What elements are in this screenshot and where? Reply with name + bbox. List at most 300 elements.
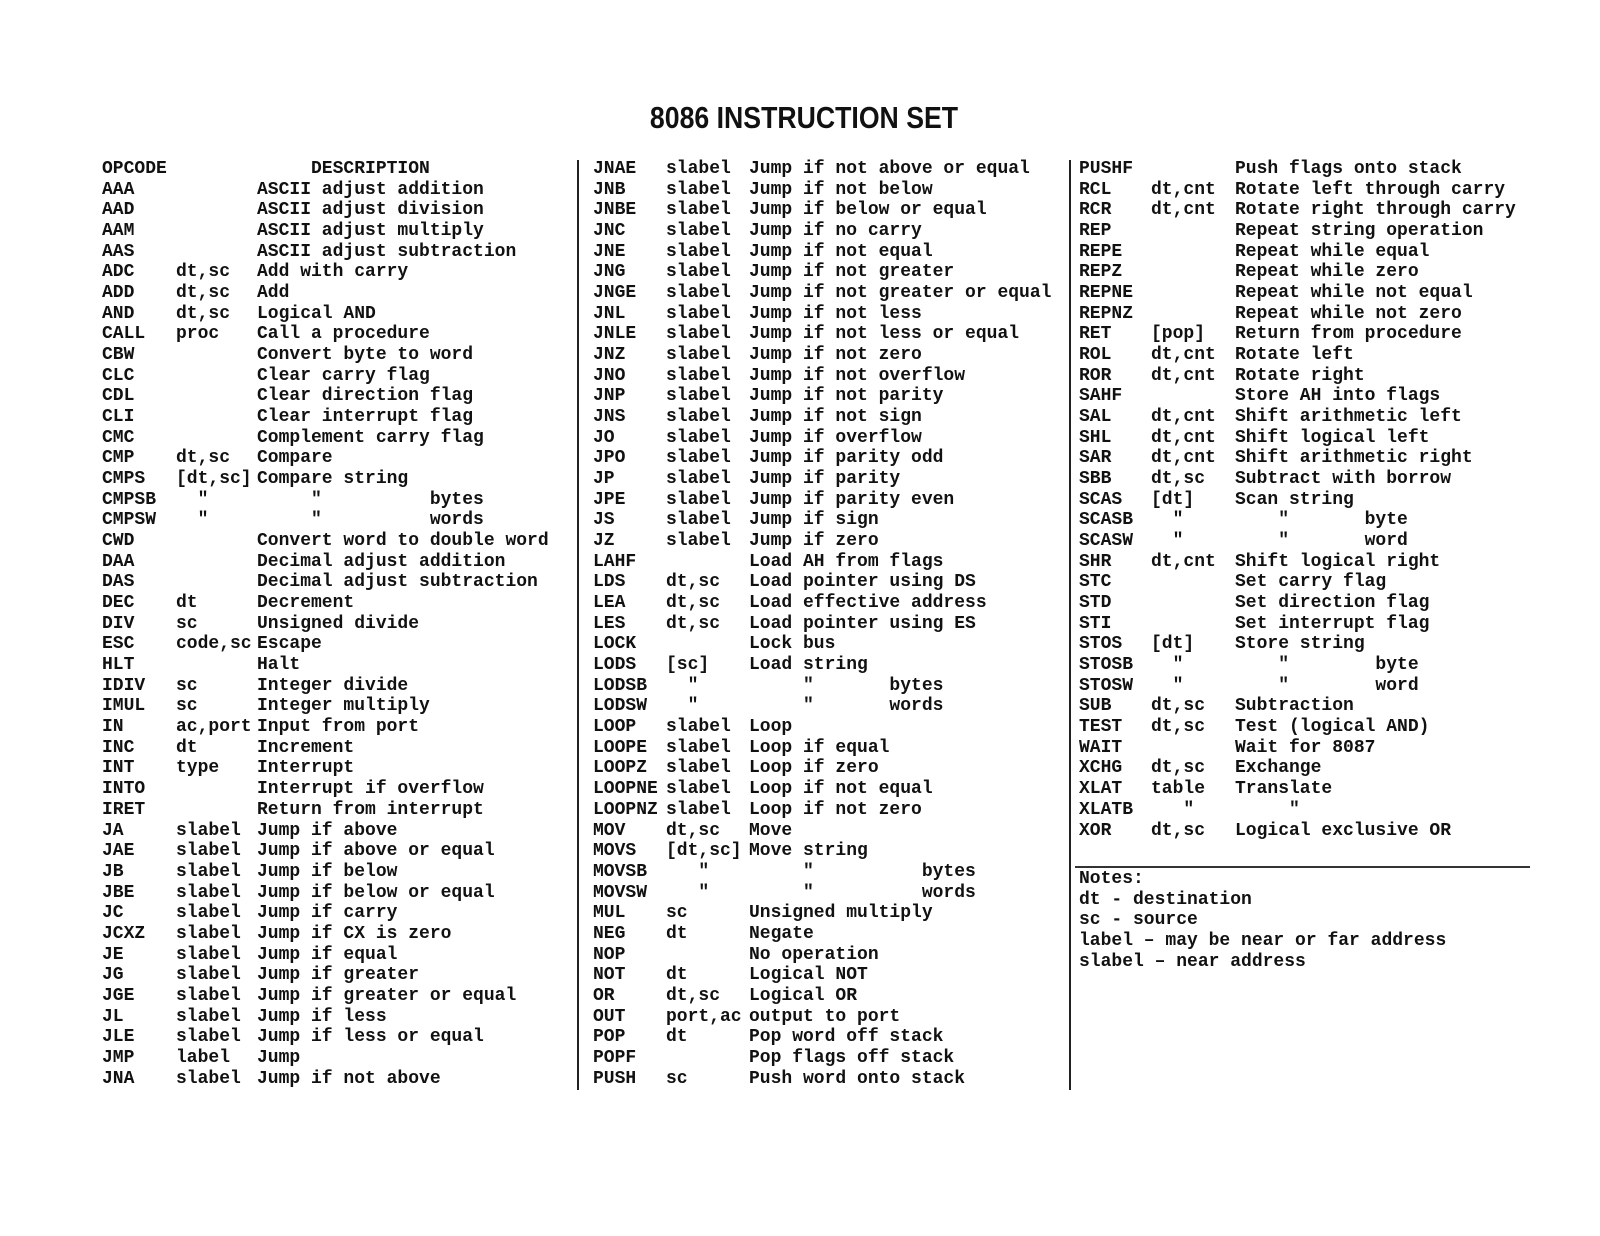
operands: slabel <box>666 200 731 221</box>
description: Input from port <box>257 717 420 738</box>
operands: slabel <box>176 820 241 841</box>
opcode: NOP <box>593 944 626 965</box>
opcode: LOOP <box>593 717 637 738</box>
description: Integer divide <box>257 675 409 696</box>
opcode: JNS <box>593 407 626 428</box>
opcode: XCHG <box>1079 758 1123 779</box>
opcode: LODSW <box>593 696 648 717</box>
opcode: IN <box>102 717 124 738</box>
description: DESCRIPTION <box>257 159 430 179</box>
operands: slabel <box>666 221 731 242</box>
opcode: MOV <box>593 820 626 841</box>
operands: slabel <box>666 283 731 304</box>
description: Jump if not parity <box>749 386 944 407</box>
operands: slabel <box>666 407 731 428</box>
opcode: JNL <box>593 303 626 324</box>
description: Repeat while not equal <box>1235 283 1473 304</box>
opcode: CMPS <box>102 469 146 490</box>
description: Repeat while zero <box>1235 262 1419 283</box>
description: Interrupt if overflow <box>257 779 484 800</box>
opcode: JLE <box>102 1027 135 1048</box>
description: Shift arithmetic right <box>1235 448 1473 469</box>
description: Unsigned multiply <box>749 903 933 924</box>
operands: slabel <box>666 489 731 510</box>
opcode: JZ <box>593 531 615 552</box>
operands: port,ac <box>666 1006 742 1027</box>
opcode: ADC <box>102 262 135 283</box>
description: Loop if equal <box>749 737 890 758</box>
operands: slabel <box>666 469 731 490</box>
description: Jump if no carry <box>749 221 922 242</box>
operands: dt,cnt <box>1151 448 1216 469</box>
operands: [dt,sc] <box>176 469 252 490</box>
operands: " <box>666 882 710 903</box>
operands: sc <box>666 903 688 924</box>
note-item: dt - destination <box>1079 889 1252 910</box>
description: Loop if zero <box>749 758 879 779</box>
opcode: LOOPE <box>593 737 648 758</box>
operands: slabel <box>176 882 241 903</box>
opcode: SBB <box>1079 469 1112 490</box>
description: Clear carry flag <box>257 365 430 386</box>
operands: " <box>666 696 699 717</box>
opcode: RCL <box>1079 179 1112 200</box>
opcode: SCASW <box>1079 531 1134 552</box>
opcode: CALL <box>102 324 146 345</box>
opcode: PUSH <box>593 1068 637 1089</box>
operands: label <box>176 1047 231 1068</box>
operands: dt <box>176 593 198 614</box>
opcode: ROR <box>1079 365 1112 386</box>
operands: dt,sc <box>666 613 721 634</box>
opcode: MUL <box>593 903 626 924</box>
opcode: INTO <box>102 779 146 800</box>
description: Store string <box>1235 634 1365 655</box>
description: Move string <box>749 841 868 862</box>
opcode: JGE <box>102 985 135 1006</box>
opcode: JA <box>102 820 124 841</box>
opcode: CMP <box>102 448 135 469</box>
opcode: SUB <box>1079 696 1112 717</box>
operands: slabel <box>666 799 731 820</box>
opcode: SHL <box>1079 427 1112 448</box>
operands: [pop] <box>1151 324 1206 345</box>
opcode: JO <box>593 427 615 448</box>
description: " word <box>1235 675 1419 696</box>
operands: dt,sc <box>1151 717 1206 738</box>
operands: " <box>176 489 209 510</box>
operands: dt,sc <box>1151 758 1206 779</box>
opcode: REPNE <box>1079 283 1134 304</box>
description: Subtraction <box>1235 696 1354 717</box>
description: Add <box>257 283 290 304</box>
opcode: AAS <box>102 241 135 262</box>
description: Halt <box>257 655 301 676</box>
description: Exchange <box>1235 758 1322 779</box>
description: Jump if equal <box>257 944 398 965</box>
opcode: XLATB <box>1079 799 1134 820</box>
opcode: JNBE <box>593 200 637 221</box>
operands: " <box>1151 655 1184 676</box>
opcode: PUSHF <box>1079 159 1134 179</box>
description: Shift logical right <box>1235 551 1441 572</box>
opcode: JNB <box>593 179 626 200</box>
opcode: NOT <box>593 965 626 986</box>
description: Translate <box>1235 779 1333 800</box>
opcode: TEST <box>1079 717 1123 738</box>
operands: [sc] <box>666 655 710 676</box>
description: " bytes <box>257 489 484 510</box>
description: Rotate right <box>1235 365 1365 386</box>
description: Set carry flag <box>1235 572 1387 593</box>
description: Jump if not above <box>257 1068 441 1089</box>
operands: slabel <box>666 365 731 386</box>
opcode: LES <box>593 613 626 634</box>
operands: dt,cnt <box>1151 200 1216 221</box>
description: Test (logical AND) <box>1235 717 1430 738</box>
description: ASCII adjust subtraction <box>257 241 517 262</box>
opcode: LOOPZ <box>593 758 648 779</box>
operands: slabel <box>666 448 731 469</box>
description: Jump if below or equal <box>749 200 987 221</box>
description: Jump if parity odd <box>749 448 944 469</box>
description: Jump if above or equal <box>257 841 495 862</box>
description: " bytes <box>749 861 976 882</box>
description: Load pointer using ES <box>749 613 976 634</box>
opcode: POP <box>593 1027 626 1048</box>
description: Logical exclusive OR <box>1235 820 1452 841</box>
operands: dt,sc <box>176 262 231 283</box>
note-item: slabel – near address <box>1079 951 1306 972</box>
description: Pop flags off stack <box>749 1047 955 1068</box>
description: Logical NOT <box>749 965 868 986</box>
description: Shift arithmetic left <box>1235 407 1462 428</box>
description: " byte <box>1235 655 1419 676</box>
opcode: JCXZ <box>102 923 146 944</box>
description: Decrement <box>257 593 355 614</box>
operands: slabel <box>666 159 731 179</box>
operands: slabel <box>666 303 731 324</box>
note-item: label – may be near or far address <box>1079 931 1447 952</box>
opcode: JL <box>102 1006 124 1027</box>
operands: slabel <box>666 241 731 262</box>
page-title: 8086 INSTRUCTION SET <box>649 100 959 135</box>
description: Decimal adjust addition <box>257 551 506 572</box>
description: Decimal adjust subtraction <box>257 572 538 593</box>
operands: slabel <box>666 427 731 448</box>
opcode: LODS <box>593 655 637 676</box>
opcode: STOSB <box>1079 655 1134 676</box>
description: Logical OR <box>749 985 858 1006</box>
operands: dt <box>666 965 688 986</box>
description: " words <box>749 882 976 903</box>
operands: slabel <box>666 758 731 779</box>
opcode: DIV <box>102 613 135 634</box>
description: Pop word off stack <box>749 1027 944 1048</box>
description: ASCII adjust division <box>257 200 484 221</box>
opcode: CMPSW <box>102 510 157 531</box>
opcode: JNGE <box>593 283 637 304</box>
description: Jump if not less or equal <box>749 324 1020 345</box>
operands: slabel <box>176 1027 241 1048</box>
description: Return from interrupt <box>257 799 484 820</box>
opcode: ADD <box>102 283 135 304</box>
opcode: OR <box>593 985 615 1006</box>
description: Convert byte to word <box>257 345 474 366</box>
description: Set direction flag <box>1235 593 1430 614</box>
opcode: JNA <box>102 1068 135 1089</box>
operands: dt <box>666 923 688 944</box>
operands: type <box>176 758 220 779</box>
description: Repeat while equal <box>1235 241 1430 262</box>
description: Return from procedure <box>1235 324 1462 345</box>
operands: sc <box>176 696 198 717</box>
description: Jump if greater <box>257 965 420 986</box>
description: Jump if not greater <box>749 262 955 283</box>
operands: slabel <box>666 531 731 552</box>
description: Jump if not zero <box>749 345 922 366</box>
operands: dt,cnt <box>1151 407 1216 428</box>
operands: " <box>176 510 209 531</box>
operands: dt,sc <box>176 303 231 324</box>
opcode: JNZ <box>593 345 626 366</box>
description: Wait for 8087 <box>1235 737 1376 758</box>
description: Rotate right through carry <box>1235 200 1516 221</box>
operands: slabel <box>176 903 241 924</box>
description: ASCII adjust addition <box>257 179 484 200</box>
opcode: JNC <box>593 221 626 242</box>
description: Lock bus <box>749 634 836 655</box>
description: Jump if parity even <box>749 489 955 510</box>
opcode: STC <box>1079 572 1112 593</box>
opcode: SCAS <box>1079 489 1123 510</box>
operands: slabel <box>176 861 241 882</box>
description: Rotate left through carry <box>1235 179 1506 200</box>
operands: sc <box>176 675 198 696</box>
description: Load string <box>749 655 868 676</box>
notes-section <box>1079 869 1446 972</box>
opcode: WAIT <box>1079 737 1123 758</box>
description: Escape <box>257 634 322 655</box>
opcode: REPZ <box>1079 262 1123 283</box>
operands: dt,cnt <box>1151 551 1216 572</box>
description: Repeat while not zero <box>1235 303 1462 324</box>
opcode: CBW <box>102 345 135 366</box>
operands: slabel <box>176 944 241 965</box>
description: Rotate left <box>1235 345 1354 366</box>
description: Jump if less or equal <box>257 1027 484 1048</box>
operands: dt,sc <box>1151 696 1206 717</box>
description: Set interrupt flag <box>1235 613 1430 634</box>
description: output to port <box>749 1006 901 1027</box>
opcode: REPNZ <box>1079 303 1134 324</box>
operands: slabel <box>176 1068 241 1089</box>
description: Interrupt <box>257 758 355 779</box>
opcode: ROL <box>1079 345 1112 366</box>
operands: table <box>1151 779 1206 800</box>
opcode: JG <box>102 965 124 986</box>
opcode: SAR <box>1079 448 1112 469</box>
opcode: HLT <box>102 655 135 676</box>
operands: dt,sc <box>666 593 721 614</box>
operands: dt,cnt <box>1151 365 1216 386</box>
operands: slabel <box>666 737 731 758</box>
opcode: ESC <box>102 634 135 655</box>
description: Logical AND <box>257 303 376 324</box>
operands: " <box>666 675 699 696</box>
opcode: JE <box>102 944 124 965</box>
operands: dt,sc <box>1151 820 1206 841</box>
opcode: OUT <box>593 1006 626 1027</box>
description: Subtract with borrow <box>1235 469 1452 490</box>
description: Jump if not below <box>749 179 933 200</box>
description: Shift logical left <box>1235 427 1430 448</box>
description: Integer multiply <box>257 696 430 717</box>
operands: slabel <box>666 386 731 407</box>
description: Call a procedure <box>257 324 430 345</box>
description: Jump if below or equal <box>257 882 495 903</box>
opcode: CMPSB <box>102 489 157 510</box>
description: Scan string <box>1235 489 1354 510</box>
note-item: sc - source <box>1079 910 1198 931</box>
description: Jump <box>257 1047 301 1068</box>
description: Clear direction flag <box>257 386 474 407</box>
opcode: CDL <box>102 386 135 407</box>
opcode: JNP <box>593 386 626 407</box>
operands: dt,sc <box>666 572 721 593</box>
opcode: STOSW <box>1079 675 1134 696</box>
operands: slabel <box>176 1006 241 1027</box>
operands: proc <box>176 324 220 345</box>
opcode: RCR <box>1079 200 1112 221</box>
description: " byte <box>1235 510 1408 531</box>
description: Complement carry flag <box>257 427 484 448</box>
opcode: REP <box>1079 221 1112 242</box>
notes-divider <box>1075 866 1530 868</box>
description: Push flags onto stack <box>1235 159 1462 179</box>
operands: " <box>1151 531 1184 552</box>
description: Repeat string operation <box>1235 221 1484 242</box>
operands: slabel <box>176 923 241 944</box>
operands: dt,sc <box>176 448 231 469</box>
opcode: CLI <box>102 407 135 428</box>
opcode: INT <box>102 758 135 779</box>
opcode: CWD <box>102 531 135 552</box>
operands: " <box>1151 510 1184 531</box>
opcode: LOCK <box>593 634 637 655</box>
description: " words <box>257 510 484 531</box>
opcode: DAS <box>102 572 135 593</box>
opcode: LOOPNE <box>593 779 658 800</box>
opcode: JNO <box>593 365 626 386</box>
opcode: CMC <box>102 427 135 448</box>
operands: slabel <box>176 965 241 986</box>
operands: " <box>1151 799 1195 820</box>
description: Loop if not equal <box>749 779 933 800</box>
opcode: SHR <box>1079 551 1112 572</box>
operands: slabel <box>666 262 731 283</box>
operands: dt,cnt <box>1151 179 1216 200</box>
description: " <box>1235 799 1300 820</box>
opcode: CLC <box>102 365 135 386</box>
opcode: MOVSB <box>593 861 648 882</box>
description: Jump if not sign <box>749 407 922 428</box>
opcode: LOOPNZ <box>593 799 658 820</box>
description: Jump if not overflow <box>749 365 966 386</box>
opcode: IMUL <box>102 696 146 717</box>
opcode: IDIV <box>102 675 146 696</box>
operands: sc <box>176 613 198 634</box>
description: Jump if not equal <box>749 241 933 262</box>
opcode: STOS <box>1079 634 1123 655</box>
opcode: OPCODE <box>102 159 167 179</box>
description: Jump if not above or equal <box>749 159 1030 179</box>
description: Compare string <box>257 469 409 490</box>
description: Add with carry <box>257 262 409 283</box>
opcode: JC <box>102 903 124 924</box>
description: Jump if not greater or equal <box>749 283 1052 304</box>
operands: slabel <box>176 841 241 862</box>
opcode: JPE <box>593 489 626 510</box>
description: Loop <box>749 717 793 738</box>
opcode: JS <box>593 510 615 531</box>
operands: " <box>666 861 710 882</box>
description: Jump if above <box>257 820 398 841</box>
opcode: AAM <box>102 221 135 242</box>
opcode: XLAT <box>1079 779 1123 800</box>
description: Compare <box>257 448 333 469</box>
opcode: JPO <box>593 448 626 469</box>
description: Unsigned divide <box>257 613 420 634</box>
opcode: SAL <box>1079 407 1112 428</box>
opcode: AND <box>102 303 135 324</box>
operands: dt,cnt <box>1151 345 1216 366</box>
opcode: JNLE <box>593 324 637 345</box>
operands: dt,sc <box>666 985 721 1006</box>
column-divider <box>1069 160 1071 1090</box>
operands: [dt] <box>1151 634 1195 655</box>
opcode: JAE <box>102 841 135 862</box>
description: Jump if greater or equal <box>257 985 517 1006</box>
description: Jump if zero <box>749 531 879 552</box>
operands: dt,cnt <box>1151 427 1216 448</box>
opcode: LDS <box>593 572 626 593</box>
operands: slabel <box>666 324 731 345</box>
description: Negate <box>749 923 814 944</box>
opcode: SAHF <box>1079 386 1123 407</box>
description: " bytes <box>749 675 944 696</box>
opcode: RET <box>1079 324 1112 345</box>
description: Loop if not zero <box>749 799 922 820</box>
description: Load AH from flags <box>749 551 944 572</box>
opcode: JB <box>102 861 124 882</box>
opcode: AAD <box>102 200 135 221</box>
description: Jump if CX is zero <box>257 923 452 944</box>
operands: slabel <box>666 510 731 531</box>
opcode: JNG <box>593 262 626 283</box>
description: Jump if below <box>257 861 398 882</box>
description: Load pointer using DS <box>749 572 976 593</box>
operands: dt,sc <box>1151 469 1206 490</box>
opcode: LODSB <box>593 675 648 696</box>
opcode: INC <box>102 737 135 758</box>
description: Load effective address <box>749 593 987 614</box>
operands: slabel <box>666 345 731 366</box>
description: Move <box>749 820 793 841</box>
description: Jump if less <box>257 1006 387 1027</box>
opcode: LAHF <box>593 551 637 572</box>
description: Increment <box>257 737 355 758</box>
